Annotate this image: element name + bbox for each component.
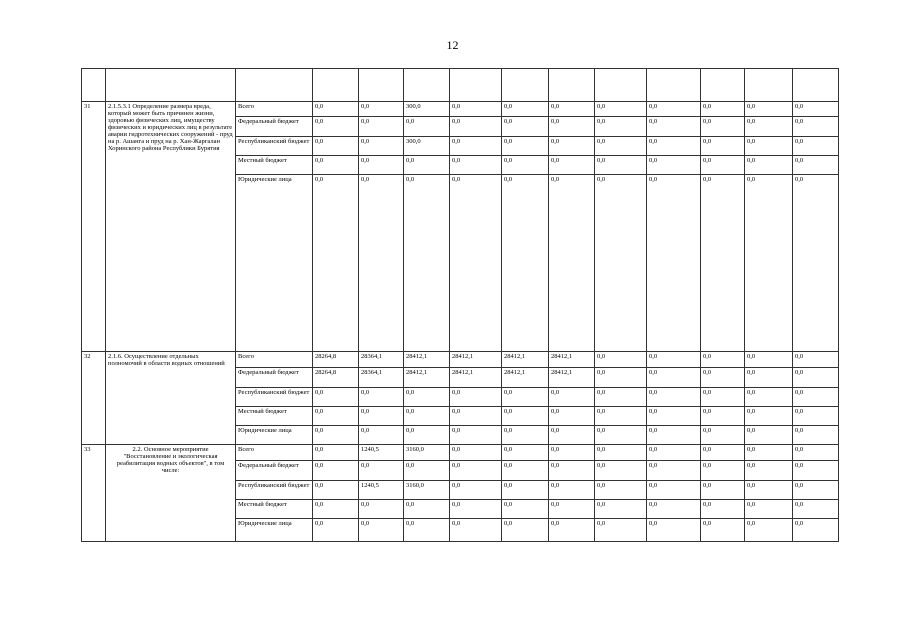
value-cell: 0,0: [549, 461, 595, 481]
value-cell: 1240,5: [359, 445, 404, 461]
value-cell: 0,0: [745, 407, 793, 426]
value-cell: 0,0: [647, 426, 701, 445]
value-cell: 0,0: [450, 137, 502, 156]
funding-source: Федеральный бюджет: [236, 368, 313, 388]
value-cell: 0,0: [549, 156, 595, 175]
value-cell: 0,0: [450, 407, 502, 426]
value-cell: 0,0: [502, 461, 549, 481]
value-cell: 0,0: [793, 426, 839, 445]
value-cell: 0,0: [701, 519, 745, 542]
value-cell: 0,0: [502, 156, 549, 175]
value-cell: 0,0: [647, 407, 701, 426]
value-cell: 0,0: [701, 445, 745, 461]
value-cell: 0,0: [404, 407, 450, 426]
value-cell: 0,0: [595, 102, 647, 117]
value-cell: 0,0: [701, 368, 745, 388]
value-cell: 0,0: [502, 102, 549, 117]
value-cell: 0,0: [701, 388, 745, 407]
value-cell: 0,0: [549, 407, 595, 426]
value-cell: 0,0: [793, 117, 839, 137]
value-cell: 0,0: [745, 500, 793, 519]
value-cell: 0,0: [647, 175, 701, 352]
value-cell: 0,0: [404, 156, 450, 175]
value-cell: 0,0: [502, 137, 549, 156]
value-cell: 0,0: [701, 500, 745, 519]
measure-title: 2.1.5.3.1 Определение размера вреда, который может быть причинен жизни, здоровью физических лиц, имуществу физических и юридических лиц в результате аварии гидротехнических сооружений - пруд на р. Ашанга и пруд на р. Хан-Жаргалан Хоринского района Республики Бурятия: [106, 102, 236, 352]
header-cell: [359, 69, 404, 102]
value-cell: 0,0: [745, 519, 793, 542]
value-cell: 0,0: [404, 461, 450, 481]
funding-source: Республиканский бюджет: [236, 388, 313, 407]
value-cell: 0,0: [647, 445, 701, 461]
table-row: [82, 102, 839, 117]
value-cell: 0,0: [502, 481, 549, 500]
value-cell: 0,0: [450, 426, 502, 445]
value-cell: 28364,1: [359, 368, 404, 388]
value-cell: 0,0: [647, 102, 701, 117]
value-cell: 0,0: [502, 500, 549, 519]
value-cell: 28412,1: [549, 352, 595, 368]
header-cell: [595, 69, 647, 102]
value-cell: 28412,1: [549, 368, 595, 388]
value-cell: 0,0: [595, 175, 647, 352]
value-cell: 28412,1: [450, 352, 502, 368]
value-cell: 28412,1: [404, 368, 450, 388]
value-cell: 0,0: [647, 388, 701, 407]
value-cell: 0,0: [745, 175, 793, 352]
value-cell: 0,0: [701, 102, 745, 117]
value-cell: 0,0: [502, 445, 549, 461]
value-cell: 0,0: [745, 445, 793, 461]
header-row: [82, 69, 839, 102]
value-cell: 0,0: [793, 368, 839, 388]
measure-title: 2.1.6. Осуществление отдельных полномочий в области водных отношений: [106, 352, 236, 445]
funding-source: Юридические лица: [236, 519, 313, 542]
value-cell: 0,0: [745, 388, 793, 407]
value-cell: 28412,1: [502, 368, 549, 388]
value-cell: 0,0: [595, 500, 647, 519]
value-cell: 3160,0: [404, 481, 450, 500]
value-cell: 0,0: [549, 137, 595, 156]
value-cell: 0,0: [404, 500, 450, 519]
value-cell: 1240,5: [359, 481, 404, 500]
value-cell: 0,0: [313, 102, 359, 117]
value-cell: 0,0: [701, 117, 745, 137]
funding-source: Местный бюджет: [236, 407, 313, 426]
value-cell: 0,0: [793, 481, 839, 500]
value-cell: 300,0: [404, 137, 450, 156]
value-cell: 28364,1: [359, 352, 404, 368]
header-cell: [106, 69, 236, 102]
value-cell: 0,0: [313, 481, 359, 500]
value-cell: 0,0: [701, 137, 745, 156]
value-cell: 0,0: [450, 175, 502, 352]
value-cell: 28412,1: [404, 352, 450, 368]
value-cell: 0,0: [404, 519, 450, 542]
value-cell: 0,0: [359, 388, 404, 407]
value-cell: 0,0: [450, 156, 502, 175]
value-cell: 0,0: [359, 156, 404, 175]
value-cell: 0,0: [313, 117, 359, 137]
value-cell: 0,0: [647, 481, 701, 500]
value-cell: 0,0: [793, 175, 839, 352]
row-index: 33: [82, 445, 106, 542]
value-cell: 0,0: [793, 407, 839, 426]
value-cell: 0,0: [313, 137, 359, 156]
value-cell: 0,0: [313, 445, 359, 461]
header-cell: [701, 69, 745, 102]
value-cell: 0,0: [647, 500, 701, 519]
value-cell: 0,0: [359, 117, 404, 137]
value-cell: 0,0: [502, 426, 549, 445]
funding-source: Республиканский бюджет: [236, 137, 313, 156]
value-cell: 0,0: [450, 481, 502, 500]
value-cell: 300,0: [404, 102, 450, 117]
value-cell: 0,0: [793, 519, 839, 542]
value-cell: 0,0: [359, 137, 404, 156]
funding-source: Юридические лица: [236, 175, 313, 352]
table-row: [82, 445, 839, 461]
value-cell: 0,0: [502, 388, 549, 407]
value-cell: 0,0: [647, 137, 701, 156]
value-cell: 0,0: [595, 426, 647, 445]
value-cell: 0,0: [595, 445, 647, 461]
value-cell: 0,0: [595, 117, 647, 137]
header-cell: [793, 69, 839, 102]
value-cell: 0,0: [745, 352, 793, 368]
header-cell: [502, 69, 549, 102]
value-cell: 0,0: [450, 117, 502, 137]
value-cell: 0,0: [313, 156, 359, 175]
value-cell: 0,0: [793, 102, 839, 117]
value-cell: 0,0: [359, 102, 404, 117]
value-cell: 0,0: [404, 426, 450, 445]
value-cell: 0,0: [404, 175, 450, 352]
value-cell: 0,0: [745, 461, 793, 481]
value-cell: 0,0: [745, 481, 793, 500]
value-cell: 0,0: [502, 117, 549, 137]
value-cell: 0,0: [647, 156, 701, 175]
funding-source: Федеральный бюджет: [236, 461, 313, 481]
value-cell: 0,0: [549, 175, 595, 352]
value-cell: 0,0: [313, 426, 359, 445]
value-cell: 0,0: [793, 500, 839, 519]
value-cell: 0,0: [745, 426, 793, 445]
header-cell: [404, 69, 450, 102]
header-cell: [313, 69, 359, 102]
header-cell: [647, 69, 701, 102]
value-cell: 0,0: [745, 156, 793, 175]
value-cell: 0,0: [745, 117, 793, 137]
value-cell: 0,0: [701, 407, 745, 426]
value-cell: 0,0: [359, 500, 404, 519]
value-cell: 0,0: [313, 461, 359, 481]
funding-source: Всего: [236, 352, 313, 368]
funding-source: Местный бюджет: [236, 500, 313, 519]
value-cell: 0,0: [549, 500, 595, 519]
value-cell: 0,0: [595, 156, 647, 175]
value-cell: 0,0: [359, 519, 404, 542]
value-cell: 0,0: [701, 426, 745, 445]
value-cell: 0,0: [647, 368, 701, 388]
value-cell: 0,0: [404, 388, 450, 407]
value-cell: 0,0: [595, 137, 647, 156]
value-cell: 0,0: [647, 519, 701, 542]
value-cell: 0,0: [450, 102, 502, 117]
funding-source: Юридические лица: [236, 426, 313, 445]
value-cell: 0,0: [359, 461, 404, 481]
funding-source: Всего: [236, 445, 313, 461]
funding-source: Республиканский бюджет: [236, 481, 313, 500]
value-cell: 0,0: [450, 461, 502, 481]
value-cell: 0,0: [404, 117, 450, 137]
value-cell: 0,0: [793, 445, 839, 461]
table-row: [82, 352, 839, 368]
value-cell: 0,0: [359, 175, 404, 352]
value-cell: 0,0: [313, 519, 359, 542]
value-cell: 3160,0: [404, 445, 450, 461]
value-cell: 0,0: [359, 426, 404, 445]
value-cell: 0,0: [549, 519, 595, 542]
funding-source: Федеральный бюджет: [236, 117, 313, 137]
value-cell: 0,0: [701, 175, 745, 352]
value-cell: 28264,8: [313, 368, 359, 388]
value-cell: 0,0: [313, 500, 359, 519]
value-cell: 28412,1: [450, 368, 502, 388]
value-cell: 0,0: [595, 368, 647, 388]
value-cell: 28412,1: [502, 352, 549, 368]
value-cell: 0,0: [647, 352, 701, 368]
value-cell: 0,0: [701, 461, 745, 481]
page-number: 12: [446, 38, 459, 52]
value-cell: 0,0: [549, 481, 595, 500]
row-index: 32: [82, 352, 106, 445]
funding-source: Всего: [236, 102, 313, 117]
header-cell: [236, 69, 313, 102]
value-cell: 0,0: [701, 481, 745, 500]
value-cell: 0,0: [549, 117, 595, 137]
value-cell: 0,0: [450, 500, 502, 519]
value-cell: 28264,8: [313, 352, 359, 368]
value-cell: 0,0: [745, 368, 793, 388]
value-cell: 0,0: [793, 352, 839, 368]
header-cell: [745, 69, 793, 102]
value-cell: 0,0: [701, 156, 745, 175]
value-cell: 0,0: [647, 461, 701, 481]
value-cell: 0,0: [450, 519, 502, 542]
value-cell: 0,0: [595, 481, 647, 500]
value-cell: 0,0: [745, 102, 793, 117]
value-cell: 0,0: [595, 519, 647, 542]
value-cell: 0,0: [701, 352, 745, 368]
value-cell: 0,0: [313, 407, 359, 426]
value-cell: 0,0: [793, 461, 839, 481]
value-cell: 0,0: [313, 388, 359, 407]
row-index: 31: [82, 102, 106, 352]
value-cell: 0,0: [549, 426, 595, 445]
value-cell: 0,0: [502, 407, 549, 426]
value-cell: 0,0: [502, 175, 549, 352]
funding-source: Местный бюджет: [236, 156, 313, 175]
value-cell: 0,0: [793, 388, 839, 407]
value-cell: 0,0: [793, 137, 839, 156]
header-cell: [549, 69, 595, 102]
header-cell: [82, 69, 106, 102]
value-cell: 0,0: [595, 388, 647, 407]
value-cell: 0,0: [549, 102, 595, 117]
value-cell: 0,0: [549, 388, 595, 407]
value-cell: 0,0: [313, 175, 359, 352]
measure-title: 2.2. Основное мероприятие "Восстановление и экологическая реабилитация водных объектов", в том числе:: [106, 445, 236, 542]
value-cell: 0,0: [450, 445, 502, 461]
value-cell: 0,0: [595, 352, 647, 368]
value-cell: 0,0: [595, 461, 647, 481]
budget-table: [81, 68, 839, 542]
value-cell: 0,0: [450, 388, 502, 407]
value-cell: 0,0: [647, 117, 701, 137]
value-cell: 0,0: [359, 407, 404, 426]
value-cell: 0,0: [595, 407, 647, 426]
value-cell: 0,0: [549, 445, 595, 461]
value-cell: 0,0: [502, 519, 549, 542]
header-cell: [450, 69, 502, 102]
value-cell: 0,0: [745, 137, 793, 156]
value-cell: 0,0: [793, 156, 839, 175]
